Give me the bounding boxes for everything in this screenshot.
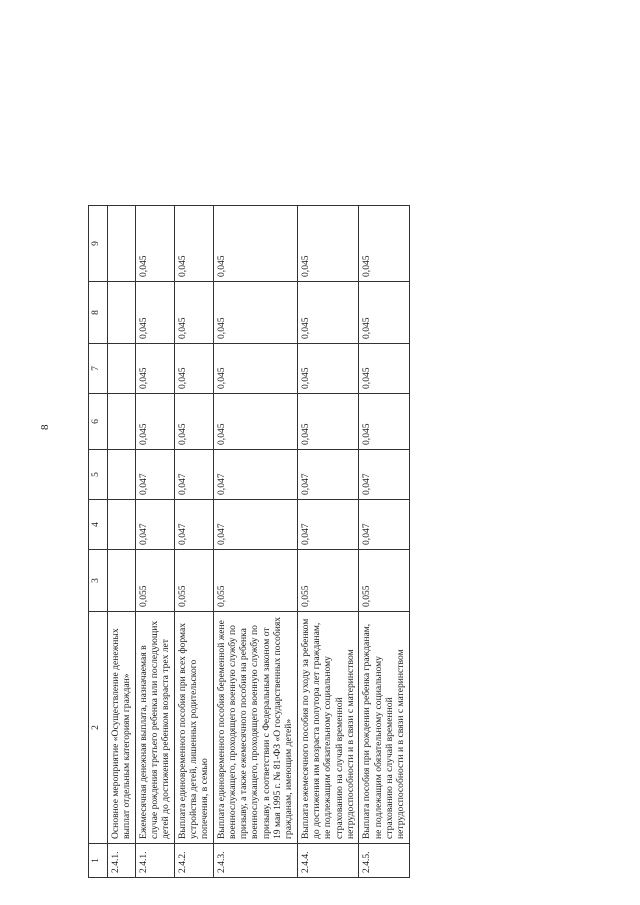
value-cell: 0,045: [297, 282, 359, 344]
row-number: 2.4.1.: [135, 844, 174, 878]
header-cell: 3: [89, 550, 108, 612]
rotated-table-wrapper: [88, 206, 576, 878]
value-cell: [108, 450, 136, 500]
value-cell: 0,047: [135, 500, 174, 550]
value-cell: 0,047: [135, 450, 174, 500]
row-number: 2.4.3.: [213, 844, 297, 878]
value-cell: [108, 344, 136, 394]
value-cell: [108, 394, 136, 450]
value-cell: 0,055: [359, 550, 409, 612]
header-cell: 2: [89, 612, 108, 844]
row-description: Выплата пособия при рождении ребенка гражданам, не подлежащим обязательному социальному страхованию на случай временной нетрудоспособности и в связи с материнством: [359, 612, 409, 844]
header-row: [89, 206, 108, 878]
value-cell: 0,045: [213, 394, 297, 450]
value-cell: 0,045: [359, 344, 409, 394]
row-description: Основное мероприятие «Осуществление денежных выплат отдельным категориям граждан»: [108, 612, 136, 844]
value-cell: [108, 282, 136, 344]
table-row: [213, 206, 297, 878]
header-cell: 1: [89, 844, 108, 878]
value-cell: 0,045: [135, 344, 174, 394]
table-body: [108, 206, 410, 878]
value-cell: 0,045: [297, 206, 359, 282]
value-cell: 0,055: [213, 550, 297, 612]
value-cell: 0,045: [174, 206, 213, 282]
value-cell: [108, 550, 136, 612]
row-description: Выплата единовременного пособия беременной жене военнослужащего, проходящего военную службу по призыву, а также ежемесячного пособия на ребенка военнослужащего, проходящего военную службу по призыву, в соответствии с Федеральным законом от 19 мая 1995 г. № 81-ФЗ «О государственных пособиях гражданам, имеющим детей»: [213, 612, 297, 844]
value-cell: 0,045: [213, 282, 297, 344]
value-cell: 0,047: [297, 450, 359, 500]
row-number: 2.4.5.: [359, 844, 409, 878]
value-cell: 0,045: [297, 394, 359, 450]
table-row: [135, 206, 174, 878]
row-number: 2.4.4.: [297, 844, 359, 878]
value-cell: 0,045: [135, 206, 174, 282]
value-cell: 0,055: [135, 550, 174, 612]
header-cell: 6: [89, 394, 108, 450]
table-row: [174, 206, 213, 878]
value-cell: 0,045: [135, 282, 174, 344]
header-cell: 4: [89, 500, 108, 550]
row-description: Выплата ежемесячного пособия по уходу за ребенком до достижения им возраста полутора лет гражданам, не подлежащим обязательному социальному страхованию на случай временной нетрудоспособности и в связи с материнством: [297, 612, 359, 844]
value-cell: 0,047: [359, 500, 409, 550]
table-row: [297, 206, 359, 878]
value-cell: 0,047: [213, 500, 297, 550]
value-cell: 0,047: [174, 450, 213, 500]
header-cell: 5: [89, 450, 108, 500]
header-cell: 9: [89, 206, 108, 282]
row-description: Выплата единовременного пособия при всех формах устройства детей, лишенных родительского попечения, в семью: [174, 612, 213, 844]
value-cell: 0,047: [297, 500, 359, 550]
value-cell: [108, 500, 136, 550]
value-cell: 0,045: [213, 206, 297, 282]
value-cell: 0,047: [174, 500, 213, 550]
value-cell: 0,045: [359, 206, 409, 282]
header-cell: 8: [89, 282, 108, 344]
value-cell: 0,045: [359, 282, 409, 344]
row-description: Ежемесячная денежная выплата, назначаемая в случае рождения третьего ребенка или последующих детей до достижения ребенком возраста трех лет: [135, 612, 174, 844]
value-cell: 0,045: [174, 394, 213, 450]
value-cell: 0,045: [213, 344, 297, 394]
value-cell: [108, 206, 136, 282]
value-cell: 0,045: [359, 394, 409, 450]
table-row: [359, 206, 409, 878]
program-table: [88, 205, 410, 878]
value-cell: 0,047: [213, 450, 297, 500]
value-cell: 0,047: [359, 450, 409, 500]
page-number: 8: [39, 424, 51, 430]
table-row: [108, 206, 136, 878]
value-cell: 0,055: [174, 550, 213, 612]
header-cell: 7: [89, 344, 108, 394]
value-cell: 0,045: [297, 344, 359, 394]
value-cell: 0,045: [174, 282, 213, 344]
value-cell: 0,045: [135, 394, 174, 450]
row-number: 2.4.2.: [174, 844, 213, 878]
row-number: 2.4.1.: [108, 844, 136, 878]
value-cell: 0,055: [297, 550, 359, 612]
value-cell: 0,045: [174, 344, 213, 394]
